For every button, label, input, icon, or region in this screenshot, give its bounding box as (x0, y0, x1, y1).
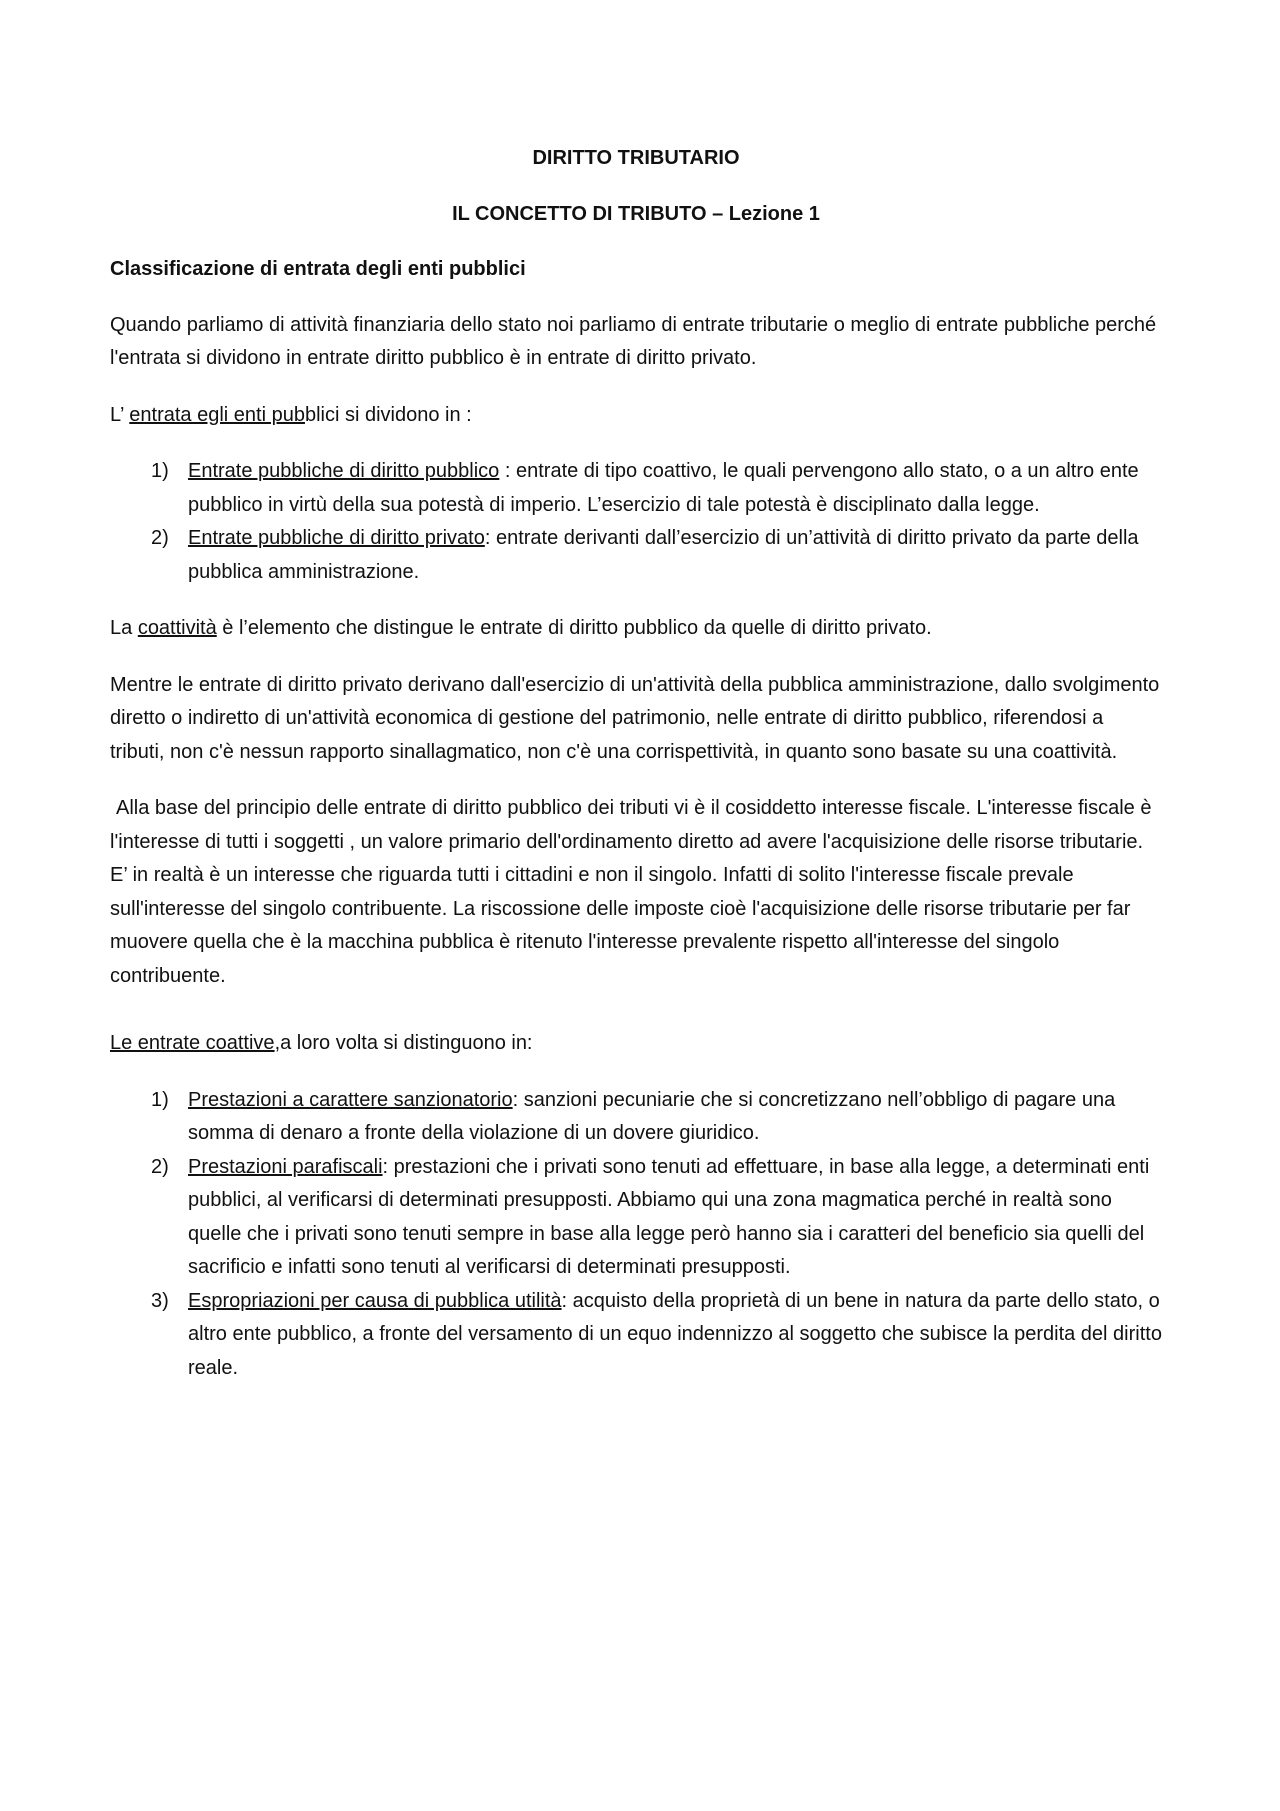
list-item-text: : entrate derivanti dall’esercizio di un’attività di diritto privato da parte della pubblica amministrazione. (188, 527, 1139, 583)
section-heading: Classificazione di entrata degli enti pubblici (110, 258, 526, 280)
list-item-term: Entrate pubbliche di diritto privato (188, 527, 485, 549)
paragraph-division-suffix: blici si dividono in : (304, 403, 472, 426)
entrate-list (110, 455, 1162, 589)
paragraph-coattivita-underlined: coattività (137, 617, 217, 639)
list-item-text: : prestazioni che i privati sono tenuti ad effettuare, in base alla legge, a determinati enti pubblici, al verificarsi di determinati presupposti. Abbiamo qui una zona magmatica perché in realtà sono quelle che i privati sono tenuti sempre in base alla legge però hanno sia i caratteri del beneficio sia quelli del sacrificio e infatti sono tenuti al verificarsi di determinati presupposti. (188, 1155, 1150, 1278)
paragraph-mentre: Mentre le entrate di diritto privato derivano dall'esercizio di un'attività della pubblica amministrazione, dallo svolgimento diretto o indiretto di un'attività economica di gestione del patrimonio, nelle entrate di diritto pubblico, riferendosi a tributi, non c'è nessun rapporto sinallagmatico, non c'è una corrispettività, in quanto sono basate su una coattività. (110, 673, 1160, 763)
list-item-text: : sanzioni pecuniarie che si concretizzano nell’obbligo di pagare una somma di denaro a fronte della violazione di un dovere giuridico. (188, 1088, 1116, 1144)
paragraph-entrate-coattive-underlined: Le entrate coattive (110, 1032, 275, 1054)
list-item-number: 1) (151, 460, 169, 482)
coattive-list (110, 1084, 1162, 1386)
paragraph-intro: Quando parliamo di attività finanziaria dello stato noi parliamo di entrate tributarie o meglio di entrate pubbliche perché l'entrata si dividono in entrate diritto pubblico è in entrate di diritto privato. (110, 313, 1157, 369)
list-item-term: Espropriazioni per causa di pubblica utilità (188, 1289, 562, 1312)
list-item-number: 3) (151, 1289, 169, 1312)
paragraph-division-prefix: L’ (110, 403, 130, 426)
list-item-number: 2) (151, 1155, 169, 1178)
paragraph-division (110, 399, 1162, 433)
list-item (110, 1084, 1162, 1151)
list-item (110, 455, 1162, 522)
list-item (110, 1151, 1162, 1285)
document-title: DIRITTO TRIBUTARIO (532, 147, 740, 169)
list-item-text: : acquisto della proprietà di un bene in natura da parte dello stato, o altro ente pubblico, a fronte del versamento di un equo indennizzo al soggetto che subisce la perdita del diritto reale. (188, 1289, 1162, 1379)
list-item-term: Prestazioni a carattere sanzionatorio (188, 1088, 513, 1111)
paragraph-entrate-coattive (110, 1027, 1162, 1061)
list-item (110, 522, 1162, 589)
list-item-number: 2) (151, 527, 169, 549)
list-item-number: 1) (151, 1088, 169, 1111)
paragraph-coattivita-suffix: è l’elemento che distingue le entrate di diritto pubblico da quelle di diritto privato. (216, 617, 932, 639)
list-item-term: Entrate pubbliche di diritto pubblico (188, 460, 500, 482)
paragraph-coattivita-prefix: La (110, 617, 138, 639)
paragraph-coattivita (110, 612, 1162, 646)
list-item (110, 1285, 1162, 1386)
paragraph-entrate-coattive-suffix: ,a loro volta si distinguono in: (274, 1032, 533, 1054)
document-subtitle: IL CONCETTO DI TRIBUTO – Lezione 1 (452, 202, 820, 225)
paragraph-interesse-fiscale: Alla base del principio delle entrate di diritto pubblico dei tributi vi è il cosiddetto interesse fiscale. L'interesse fiscale è l'interesse di tutti i soggetti , un valore primario dell'ordinamento diretto ad avere l'acquisizione delle risorse tributarie. E’ in realtà è un interesse che riguarda tutti i cittadini e non il singolo. Infatti di solito l'interesse fiscale prevale sull'interesse del singolo contribuente. La riscossione delle imposte cioè l'acquisizione delle risorse tributarie per far muovere quella che è la macchina pubblica è ritenuto l'interesse prevalente rispetto all'interesse del singolo contribuente. (110, 797, 1152, 987)
list-item-text: : entrate di tipo coattivo, le quali pervengono allo stato, o a un altro ente pubblico in virtù della sua potestà di imperio. L’esercizio di tale potestà è disciplinato dalla legge. (188, 460, 1139, 516)
list-item-term: Prestazioni parafiscali (188, 1155, 383, 1178)
paragraph-division-underlined: entrata egli enti pub (129, 403, 305, 426)
